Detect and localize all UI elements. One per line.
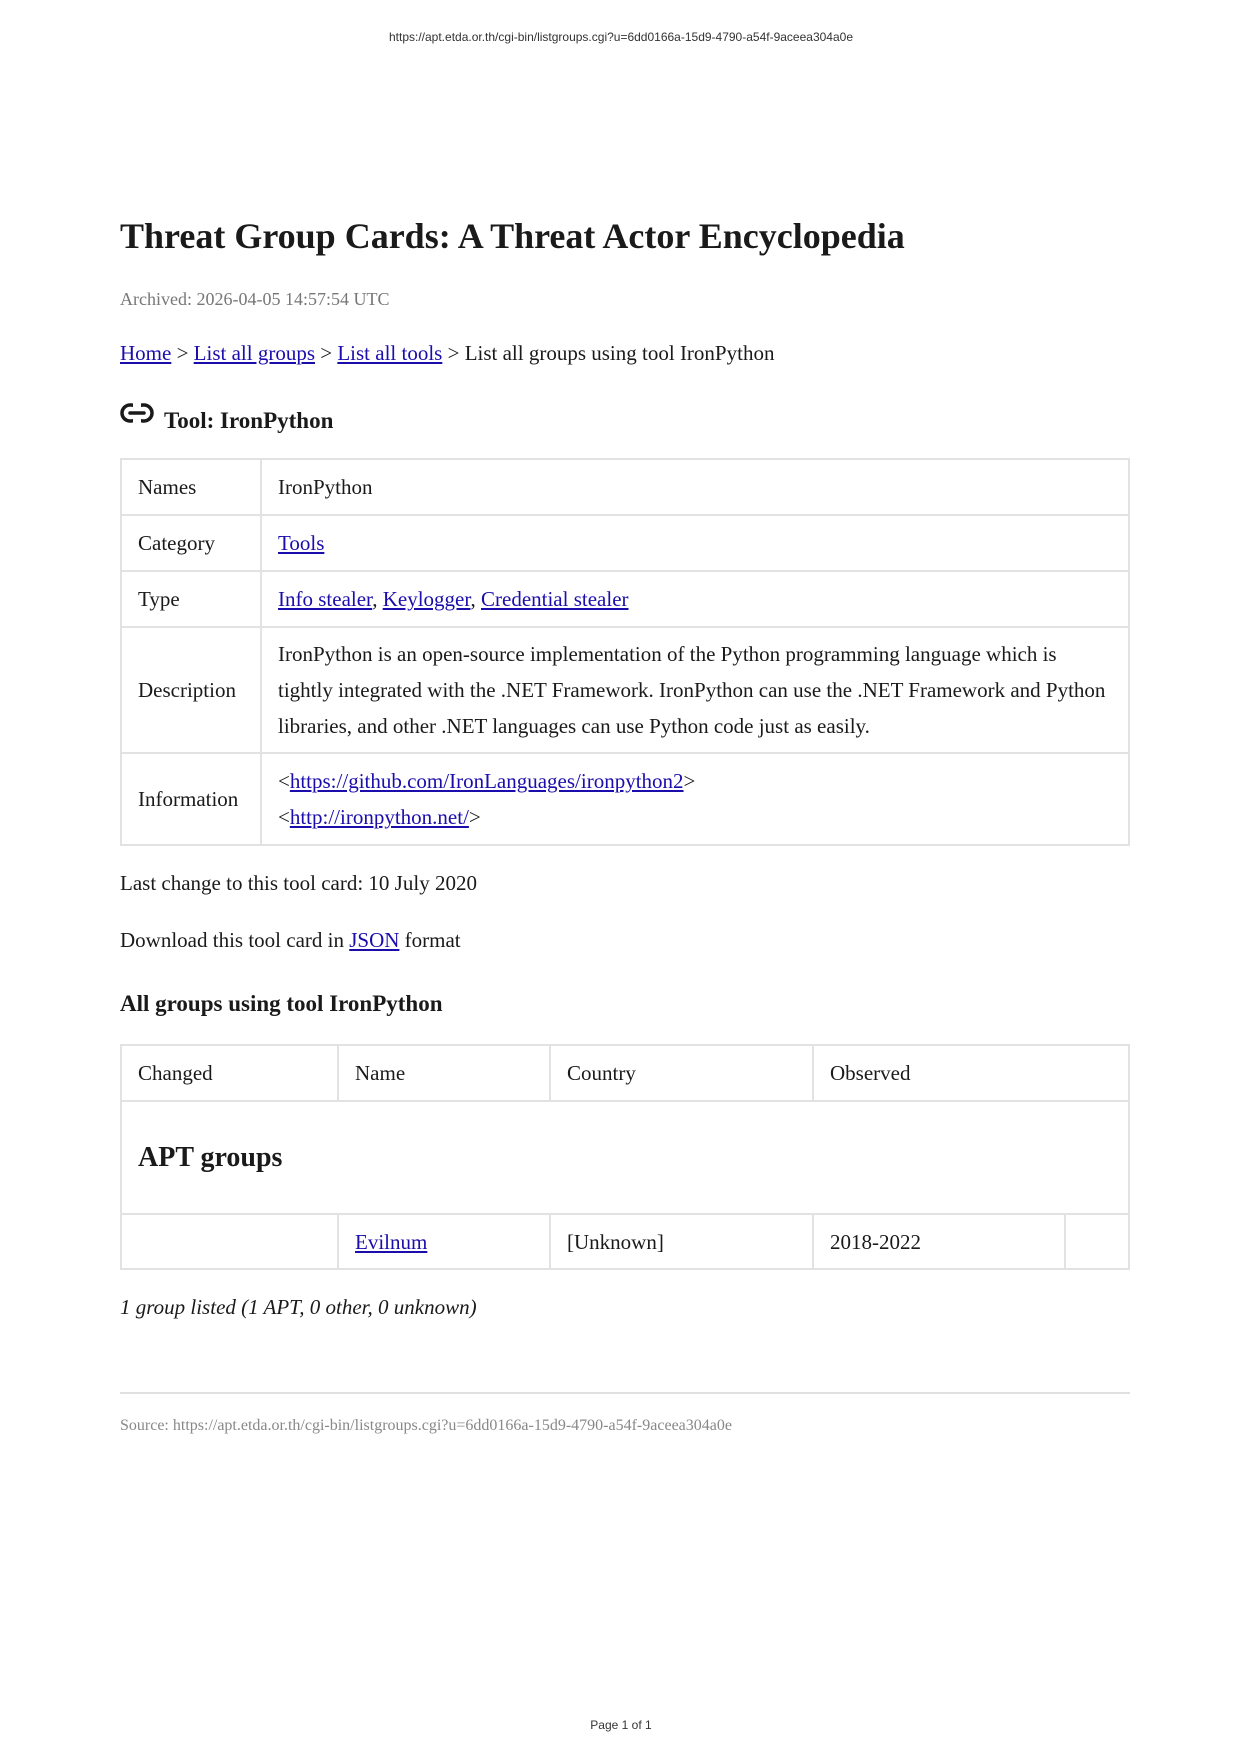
breadcrumb-separator: > [447,341,460,365]
category-tools-link[interactable]: Tools [278,531,325,555]
group-observed-cell: 2018-2022 [813,1214,1065,1269]
description-value: IronPython is an open-source implementation of the Python programming language which is tightly integrated with the .NET Framework. IronPython can use the .NET Framework and Python libraries, and other .NET languages can use Python code just as easily. [261,627,1129,753]
json-download-link[interactable]: JSON [349,928,400,952]
tool-information-row [121,753,1129,845]
group-empty-cell [1065,1214,1129,1269]
groups-table-header [121,1045,1129,1101]
group-changed-cell [121,1214,338,1269]
group-evilnum-link[interactable]: Evilnum [355,1229,428,1254]
page-number: Page 1 of 1 [590,1718,652,1732]
groups-heading: All groups using tool IronPython [120,991,443,1016]
tool-category-row [121,515,1129,571]
angle-open: < [278,769,290,793]
groups-table [120,1044,1130,1270]
angle-close: > [683,769,696,793]
names-label: Names [121,459,261,515]
last-change-text: Last change to this tool card: 10 July 2020 [120,871,477,895]
type-separator: , [372,587,383,611]
download-suffix: format [404,928,461,952]
table-row [121,1214,1129,1269]
type-info-stealer-link[interactable]: Info stealer [278,587,373,611]
main-content [120,210,1130,1438]
type-label: Type [121,571,261,627]
column-header-country: Country [550,1045,813,1101]
information-value-cell [261,753,1129,845]
footer-divider [120,1392,1130,1394]
information-line [278,763,1112,799]
apt-groups-section-title: APT groups [121,1101,1129,1214]
breadcrumb-tools-link[interactable]: List all tools [337,341,443,365]
names-value: IronPython [261,459,1129,515]
print-header-url: https://apt.etda.or.th/cgi-bin/listgroups.cgi?u=6dd0166a-15d9-4790-a54f-9aceea304a0e [388,30,853,44]
ironpython-site-link[interactable]: http://ironpython.net/ [289,805,469,829]
archived-timestamp: Archived: 2026-04-05 14:57:54 UTC [120,289,390,309]
description-label: Description [121,627,261,753]
breadcrumb-home-link[interactable]: Home [120,341,172,365]
information-label: Information [121,753,261,845]
breadcrumb-groups-link[interactable]: List all groups [193,341,315,365]
type-credential-stealer-link[interactable]: Credential stealer [481,587,629,611]
category-label: Category [121,515,261,571]
column-header-changed: Changed [121,1045,338,1101]
tool-heading [120,406,1130,436]
group-name-cell [338,1214,550,1269]
download-prefix: Download this tool card in [120,928,344,952]
type-value-cell [261,571,1129,627]
group-country-cell: [Unknown] [550,1214,813,1269]
breadcrumb-current: List all groups using tool IronPython [464,341,775,365]
breadcrumb [120,338,1130,368]
apt-groups-section-row [121,1101,1129,1214]
column-header-observed: Observed [813,1045,1129,1101]
tool-description-row [121,627,1129,753]
source-url: Source: https://apt.etda.or.th/cgi-bin/listgroups.cgi?u=6dd0166a-15d9-4790-a54f-9aceea304a0e [120,1417,732,1434]
github-link[interactable]: https://github.com/IronLanguages/ironpython2 [289,769,684,793]
category-value-cell [261,515,1129,571]
information-line [278,799,1112,835]
breadcrumb-separator: > [176,341,189,365]
download-line [120,925,1130,955]
tool-heading-text: Tool: IronPython [164,408,334,433]
type-keylogger-link[interactable]: Keylogger [382,587,471,611]
type-separator: , [470,587,481,611]
tool-type-row [121,571,1129,627]
tool-details-table [120,458,1130,846]
angle-open: < [278,805,290,829]
groups-summary: 1 group listed (1 APT, 0 other, 0 unknown) [120,1295,477,1319]
angle-close: > [468,805,481,829]
link-icon [120,403,154,423]
breadcrumb-separator: > [320,341,333,365]
page-title: Threat Group Cards: A Threat Actor Encyclopedia [120,216,905,256]
column-header-name: Name [338,1045,550,1101]
tool-names-row [121,459,1129,515]
